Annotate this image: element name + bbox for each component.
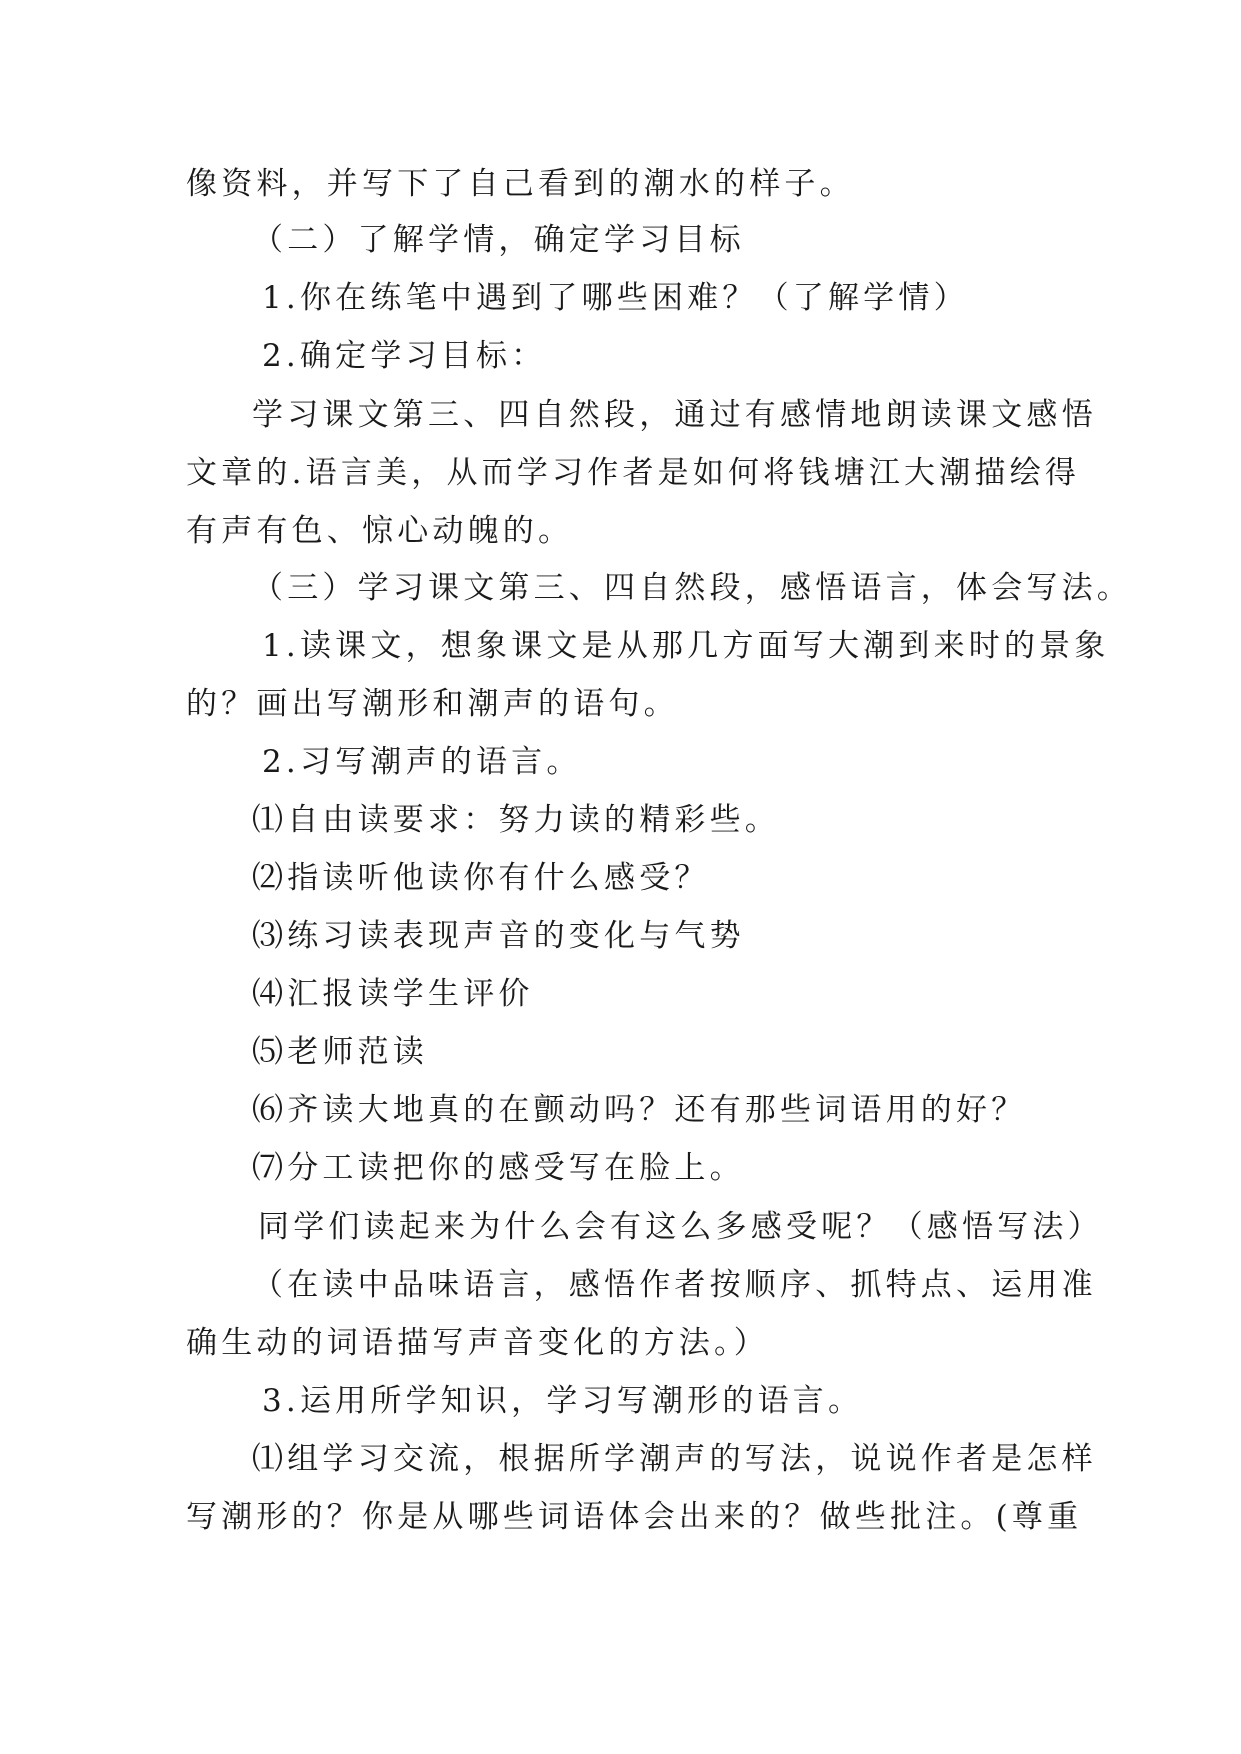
text-line-7: 有声有色、惊心动魄的。 [186, 513, 574, 549]
text-line-6: 文章的.语言美，从而学习作者是如何将钱塘江大潮描绘得 [186, 455, 1081, 491]
text-line-15: ⑷汇报读学生评价 [252, 976, 534, 1012]
text-line-24: 写潮形的？你是从哪些词语体会出来的？做些批注。(尊重 [186, 1499, 1083, 1535]
text-line-23: ⑴组学习交流，根据所学潮声的写法，说说作者是怎样 [252, 1441, 1097, 1477]
section-heading-3: （三）学习课文第三、四自然段，感悟语言，体会写法。 [252, 570, 1132, 606]
text-line-17: ⑹齐读大地真的在颤动吗？还有那些词语用的好？ [252, 1092, 1027, 1128]
text-line-1: 像资料，并写下了自己看到的潮水的样子。 [186, 166, 855, 202]
text-line-4: 2.确定学习目标： [262, 338, 547, 374]
text-line-18: ⑺分工读把你的感受写在脸上。 [252, 1150, 745, 1186]
text-line-19: 同学们读起来为什么会有这么多感受呢？（感悟写法） [258, 1209, 1103, 1245]
text-line-13: ⑵指读听他读你有什么感受？ [252, 860, 710, 896]
text-line-22: 3.运用所学知识，学习写潮形的语言。 [262, 1383, 864, 1419]
text-line-16: ⑸老师范读 [252, 1034, 428, 1070]
text-line-21: 确生动的词语描写声音变化的方法。） [186, 1325, 769, 1361]
text-line-14: ⑶练习读表现声音的变化与气势 [252, 918, 745, 954]
section-heading-2: （二）了解学情，确定学习目标 [252, 222, 745, 258]
text-line-12: ⑴自由读要求：努力读的精彩些。 [252, 802, 780, 838]
text-line-20: （在读中品味语言，感悟作者按顺序、抓特点、运用准 [252, 1267, 1097, 1303]
text-line-10: 的？画出写潮形和潮声的语句。 [186, 686, 679, 722]
text-line-3: 1.你在练笔中遇到了哪些困难？（了解学情） [262, 280, 969, 316]
text-line-11: 2.习写潮声的语言。 [262, 744, 582, 780]
text-line-9: 1.读课文，想象课文是从那几方面写大潮到来时的景象 [262, 628, 1110, 664]
text-line-5: 学习课文第三、四自然段，通过有感情地朗读课文感悟 [252, 397, 1097, 433]
